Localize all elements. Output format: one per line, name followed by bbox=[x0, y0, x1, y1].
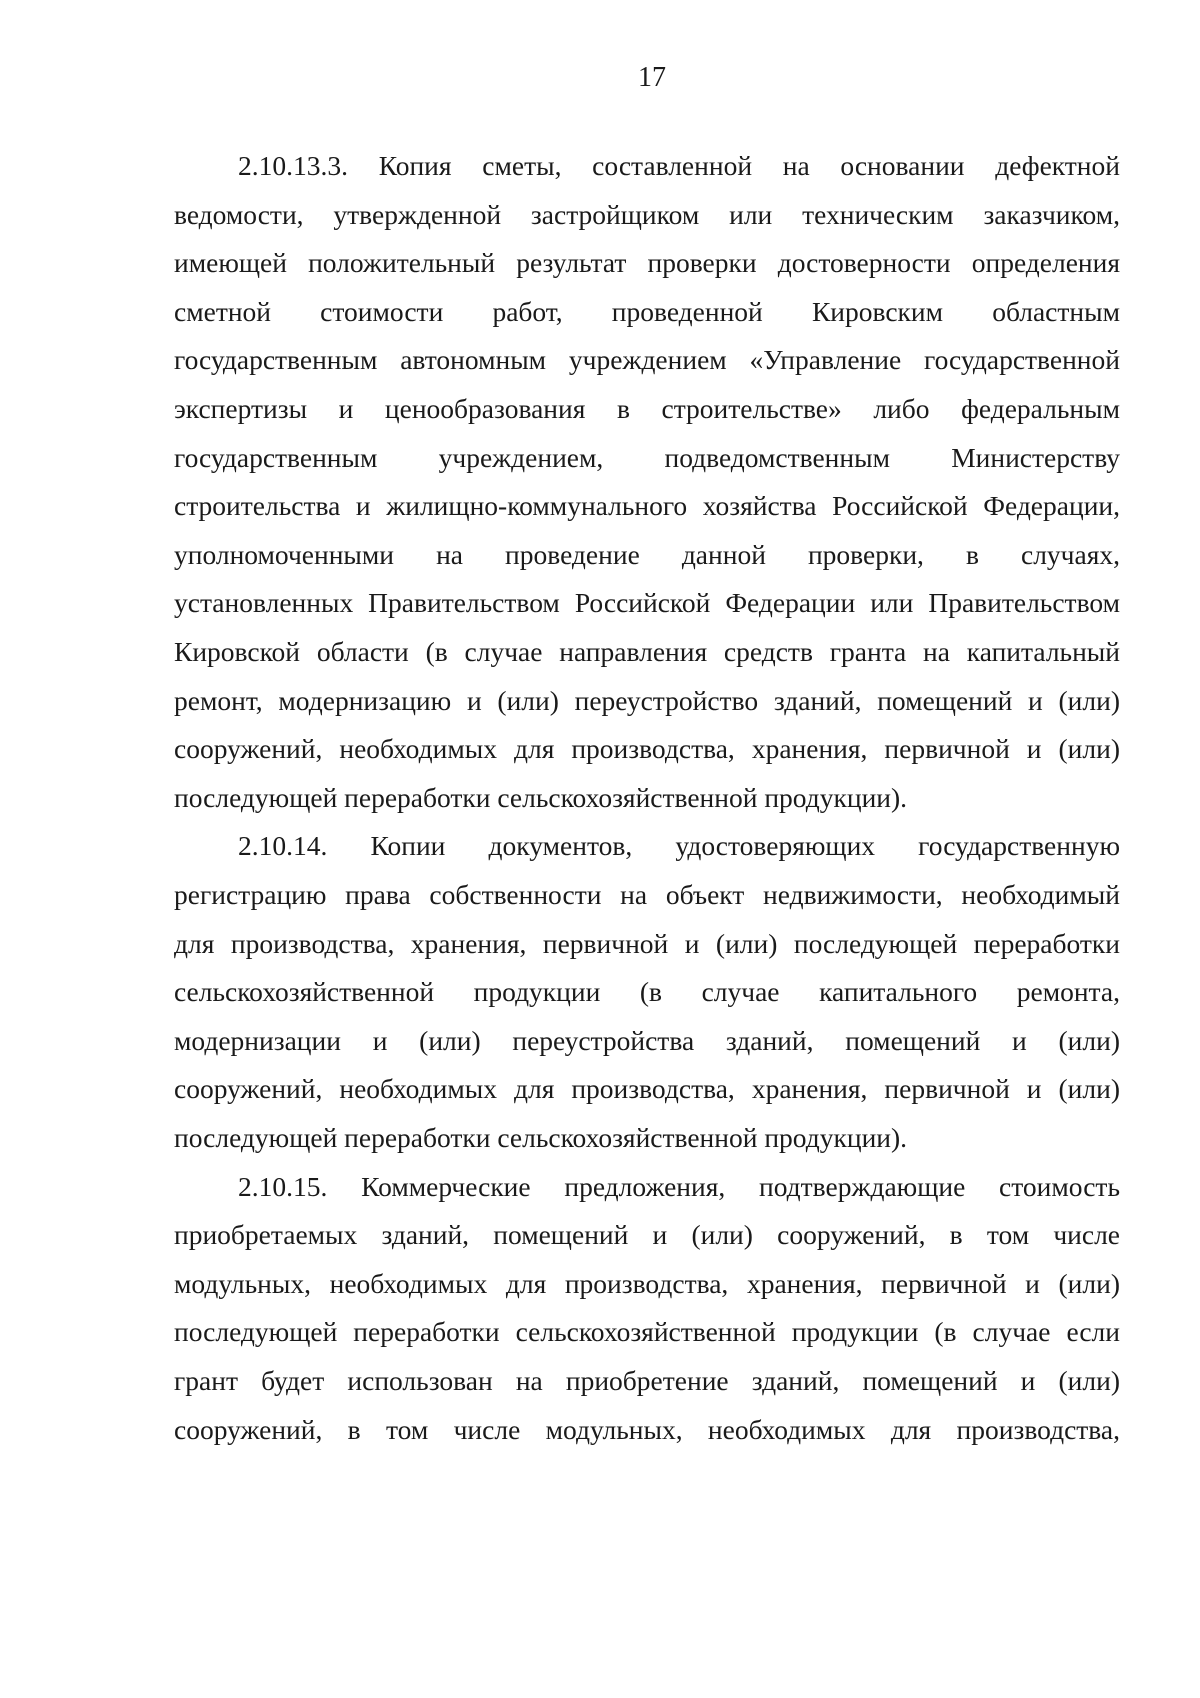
text-line: последующей переработки сельскохозяйственной продукции). bbox=[174, 1122, 908, 1153]
text-line: грант будет использован на приобретение зданий, помещений и (или) bbox=[174, 1365, 1120, 1396]
text-line: сооружений, необходимых для производства, хранения, первичной и (или) bbox=[174, 1073, 1120, 1104]
text-line: ведомости, утвержденной застройщиком или техническим заказчиком, bbox=[174, 199, 1120, 230]
text-line: сельскохозяйственной продукции (в случае капитального ремонта, bbox=[174, 976, 1120, 1007]
text-line: приобретаемых зданий, помещений и (или) сооружений, в том числе bbox=[174, 1219, 1120, 1250]
page-number: 17 bbox=[638, 62, 666, 93]
text-line: уполномоченными на проведение данной проверки, в случаях, bbox=[174, 539, 1120, 570]
text-line: установленных Правительством Российской Федерации или Правительством bbox=[174, 587, 1120, 618]
text-line: последующей переработки сельскохозяйственной продукции (в случае если bbox=[174, 1316, 1120, 1347]
text-line: 2.10.13.3. Копия сметы, составленной на основании дефектной bbox=[238, 150, 1120, 181]
text-line: сооружений, необходимых для производства, хранения, первичной и (или) bbox=[174, 733, 1120, 764]
text-line: сооружений, в том числе модульных, необходимых для производства, bbox=[174, 1414, 1120, 1445]
text-line: модульных, необходимых для производства, хранения, первичной и (или) bbox=[174, 1268, 1120, 1299]
text-line: для производства, хранения, первичной и (или) последующей переработки bbox=[174, 928, 1120, 959]
text-line: государственным учреждением, подведомственным Министерству bbox=[174, 442, 1120, 473]
text-line: сметной стоимости работ, проведенной Кировским областным bbox=[174, 296, 1120, 327]
text-line: ремонт, модернизацию и (или) переустройство зданий, помещений и (или) bbox=[174, 685, 1120, 716]
text-line: последующей переработки сельскохозяйственной продукции). bbox=[174, 782, 908, 813]
text-line: Кировской области (в случае направления средств гранта на капитальный bbox=[174, 636, 1120, 667]
text-line: 2.10.15. Коммерческие предложения, подтверждающие стоимость bbox=[238, 1171, 1120, 1202]
text-line: модернизации и (или) переустройства зданий, помещений и (или) bbox=[174, 1025, 1120, 1056]
text-line: строительства и жилищно-коммунального хозяйства Российской Федерации, bbox=[174, 490, 1120, 521]
text-line: регистрацию права собственности на объект недвижимости, необходимый bbox=[174, 879, 1120, 910]
text-line: государственным автономным учреждением «Управление государственной bbox=[174, 344, 1120, 375]
text-line: 2.10.14. Копии документов, удостоверяющих государственную bbox=[238, 830, 1120, 861]
text-line: имеющей положительный результат проверки достоверности определения bbox=[174, 247, 1120, 278]
text-line: экспертизы и ценообразования в строительстве» либо федеральным bbox=[174, 393, 1120, 424]
